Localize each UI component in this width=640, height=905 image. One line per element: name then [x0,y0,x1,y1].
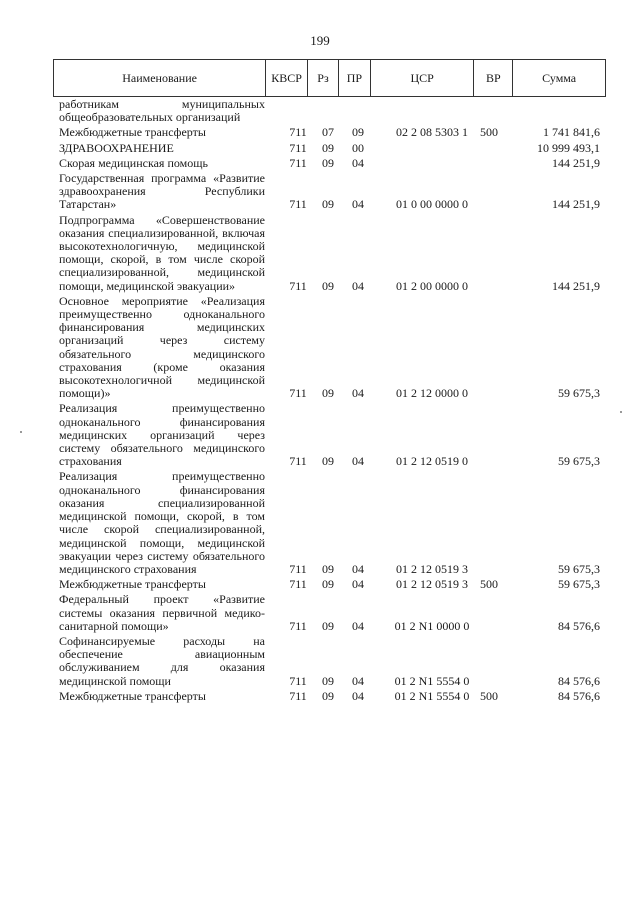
row-sum: 144 251,9 [552,197,600,212]
row-vr: 500 [480,688,498,703]
row-csr: 01 2 N1 5554 0 [394,688,470,703]
row-name: Основное мероприятие «Реализация преимущественно одноканального финансирования медицинских организаций через систему обязательного медицинского страхования (кроме оказания высокотехнологичной медицинской помощи)» [59,293,265,401]
row-pr: 04 [352,454,364,469]
row-sum: 84 576,6 [558,688,600,703]
row-csr: 01 2 N1 5554 0 [394,673,470,688]
header-name: Наименование [54,60,266,96]
row-vr: 500 [480,125,498,140]
row-pr: 04 [352,561,364,576]
row-rz: 09 [322,278,334,293]
row-kvsr: 711 [289,688,307,703]
row-csr: 02 2 08 5303 1 [396,125,468,140]
row-rz: 09 [322,577,334,592]
row-rz: 09 [322,561,334,576]
row-kvsr: 711 [289,155,307,170]
table-row [59,172,604,212]
row-csr: 01 2 12 0519 3 [396,577,468,592]
row-sum: 1 741 841,6 [543,125,600,140]
row-kvsr: 711 [289,454,307,469]
table-row [59,690,604,703]
row-kvsr: 711 [289,278,307,293]
row-rz: 09 [322,673,334,688]
row-sum: 144 251,9 [552,155,600,170]
row-kvsr: 711 [289,577,307,592]
table-header [53,59,606,97]
row-name: ЗДРАВООХРАНЕНИЕ [59,140,174,155]
row-pr: 04 [352,618,364,633]
table-row [59,635,604,688]
page-number: 199 [310,33,330,48]
row-rz: 09 [322,155,334,170]
row-csr: 01 2 12 0000 0 [396,386,468,401]
row-name: Межбюджетные трансферты [59,688,206,703]
row-sum: 59 675,3 [558,386,600,401]
row-csr: 01 2 N1 0000 0 [394,618,470,633]
row-rz: 09 [322,688,334,703]
table-row [59,126,604,139]
header-sum: Сумма [542,70,577,85]
row-name: Межбюджетные трансферты [59,125,206,140]
row-vr: 500 [480,577,498,592]
table-row [59,142,604,155]
row-csr: 01 2 00 0000 0 [396,278,468,293]
header-csr: ЦСР [371,60,475,96]
row-name: Реализация преимущественно одноканального финансирования медицинских организаций через систему обязательного медицинского страхования [59,401,265,469]
row-kvsr: 711 [289,125,307,140]
row-csr: 01 0 00 0000 0 [396,197,468,212]
row-csr: 01 2 12 0519 3 [396,561,468,576]
table-row [59,593,604,633]
table-row [59,470,604,576]
table-row [59,295,604,401]
row-sum: 10 999 493,1 [537,140,600,155]
row-name: Государственная программа «Развитие здравоохранения Республики Татарстан» [59,171,265,212]
scan-speck [20,431,22,433]
header-pr: ПР [339,60,371,96]
row-sum: 84 576,6 [558,618,600,633]
scan-speck [620,411,622,413]
row-pr: 00 [352,140,364,155]
row-pr: 04 [352,577,364,592]
header-vr: ВР [474,60,513,96]
table-body [59,98,604,703]
row-name: Скорая медицинская помощь [59,155,208,170]
table-row [59,214,604,293]
row-pr: 04 [352,155,364,170]
row-pr: 09 [352,125,364,140]
row-sum: 144 251,9 [552,278,600,293]
header-rz: Рз [308,60,339,96]
row-rz: 09 [322,618,334,633]
table-row [59,98,604,124]
row-rz: 09 [322,140,334,155]
row-kvsr: 711 [289,673,307,688]
header-kvsr: КВСР [266,60,308,96]
row-pr: 04 [352,197,364,212]
row-pr: 04 [352,673,364,688]
row-rz: 09 [322,386,334,401]
row-name: работникам муниципальных общеобразовательных организаций [59,97,265,125]
row-kvsr: 711 [289,386,307,401]
row-pr: 04 [352,688,364,703]
row-pr: 04 [352,386,364,401]
row-sum: 59 675,3 [558,577,600,592]
row-rz: 09 [322,197,334,212]
row-kvsr: 711 [289,140,307,155]
row-name: Подпрограмма «Совершенствование оказания специализированной, включая высокотехнологичную, медицинской помощи, скорой, в том числе скорой специализированной, медицинской помощи, медицинской эвакуации» [59,212,265,293]
row-sum: 59 675,3 [558,454,600,469]
row-name: Софинансируемые расходы на обеспечение авиационным обслуживанием для оказания медицинской помощи [59,633,265,688]
table-row [59,402,604,468]
table-row [59,157,604,170]
row-rz: 09 [322,454,334,469]
row-kvsr: 711 [289,197,307,212]
row-kvsr: 711 [289,561,307,576]
row-sum: 84 576,6 [558,673,600,688]
row-rz: 07 [322,125,334,140]
row-sum: 59 675,3 [558,561,600,576]
row-csr: 01 2 12 0519 0 [396,454,468,469]
row-pr: 04 [352,278,364,293]
row-kvsr: 711 [289,618,307,633]
table-row [59,578,604,591]
row-name: Реализация преимущественно одноканального финансирования оказания специализированной медицинской помощи, скорой, в том числе скорой специализированной, медицинской помощи, медицинской эвакуации через систему обязательного медицинского страхования [59,469,265,576]
row-name: Межбюджетные трансферты [59,577,206,592]
row-name: Федеральный проект «Развитие системы оказания первичной медико-санитарной помощи» [59,592,265,633]
